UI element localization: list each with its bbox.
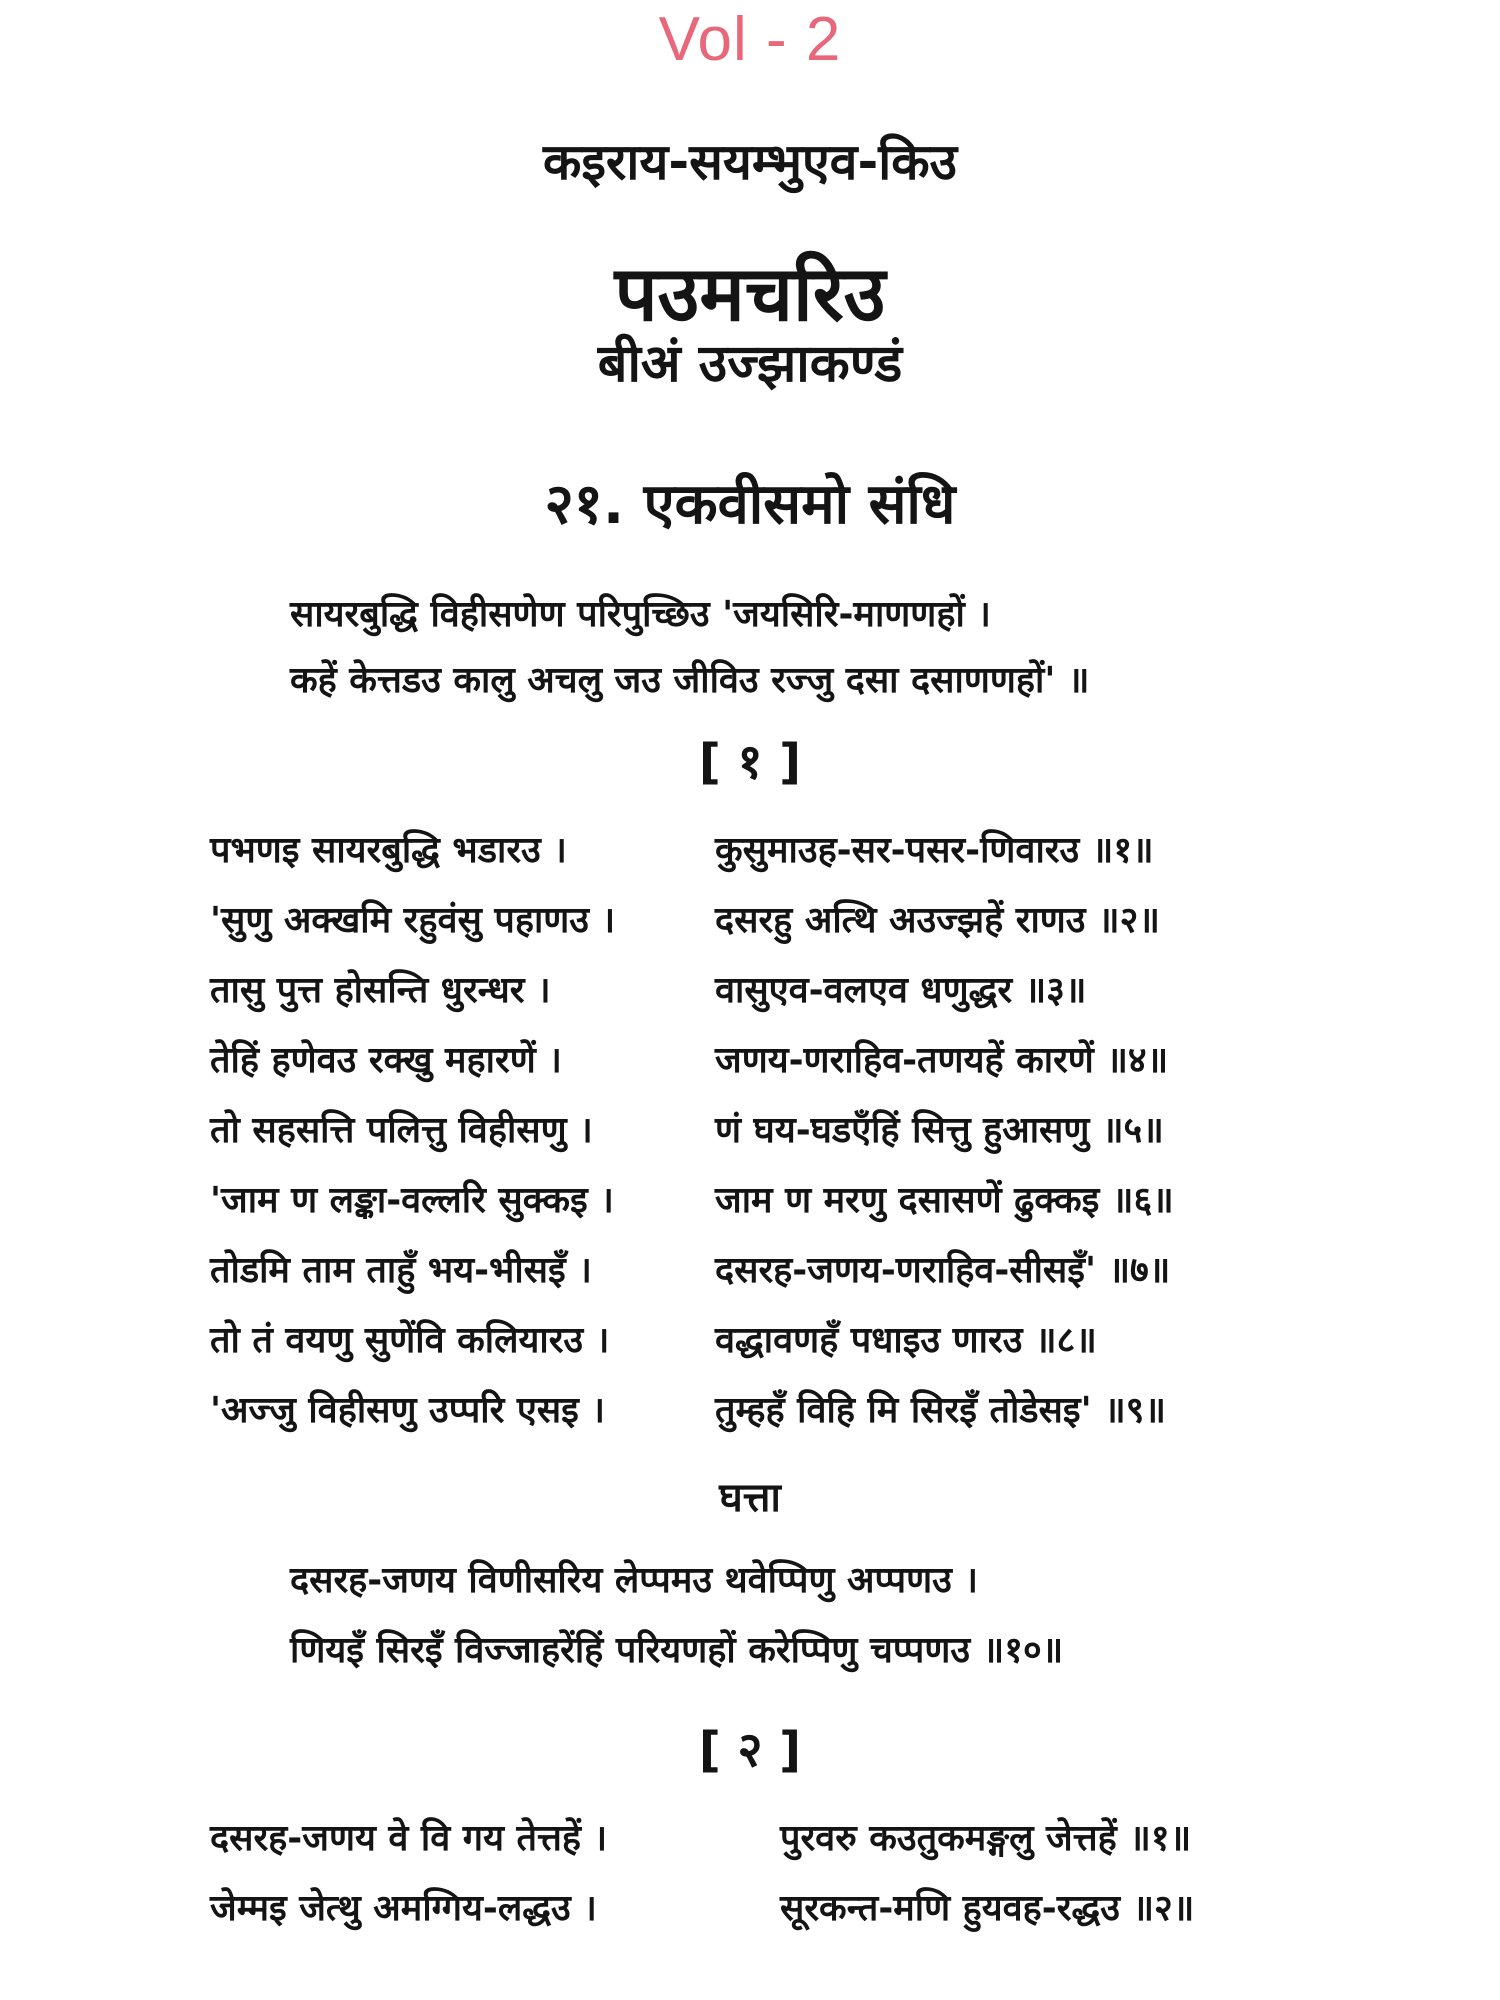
- author-line: कइराय-सयम्भुएव-किउ: [542, 133, 957, 191]
- verse-row: [210, 1026, 1350, 1096]
- verse-row: [210, 1804, 1350, 1874]
- ghatta-verses: [290, 1546, 1440, 1686]
- ghatta-label: घत्ता: [719, 1475, 781, 1521]
- verse-first-half: तोडमि ताम ताहुँ भय-भीसइँ ।: [210, 1250, 592, 1291]
- verse-row: [210, 1236, 1350, 1306]
- verse-row: [210, 1376, 1350, 1446]
- verse-second-half: णं घय-घडएँहिं सित्तु हुआसणु ॥५॥: [715, 1110, 1164, 1151]
- verse-second-half: जाम ण मरणु दसासणें ढुक्कइ ॥६॥: [715, 1180, 1174, 1221]
- intro-line: सायरबुद्धि विहीसणेण परिपुच्छिउ 'जयसिरि-माणणहों ।: [290, 594, 991, 635]
- verse-second-half: पुरवरु कउतुकमङ्गलु जेत्तहें ॥१॥: [780, 1818, 1192, 1859]
- verse-second-half: दसरहु अत्थि अउज्झहें राणउ ॥२॥: [715, 900, 1160, 941]
- kadavak-number: [ १ ]: [698, 734, 802, 790]
- intro-line: कहें केत्तडउ कालु अचलु जउ जीविउ रज्जु दसा दसाणणहों' ॥: [290, 660, 1090, 701]
- verse-row: [210, 1166, 1350, 1236]
- verse-second-half: दसरह-जणय-णराहिव-सीसइँ' ॥७॥: [715, 1250, 1171, 1291]
- kadavak-number: [ २ ]: [698, 1722, 802, 1778]
- verse-row: [210, 1306, 1350, 1376]
- verse-row: [210, 816, 1350, 886]
- kadavak-1-verses: [210, 816, 1350, 1446]
- verse-row: [210, 1874, 1350, 1944]
- sandhi-heading: २१. एकवीसमो संधि: [544, 472, 956, 537]
- verse-first-half: जेम्मइ जेत्थु अमग्गिय-लद्धउ ।: [210, 1888, 597, 1929]
- verse-second-half: सूरकन्त-मणि हुयवह-रद्धउ ॥२॥: [780, 1888, 1195, 1929]
- verse-row: [210, 1096, 1350, 1166]
- verse-first-half: तेहिं हणेवउ रक्खु महारणें ।: [210, 1040, 562, 1081]
- verse-first-half: पभणइ सायरबुद्धि भडारउ ।: [210, 830, 567, 871]
- verse-first-half: तासु पुत्त होसन्ति धुरन्धर ।: [210, 970, 551, 1011]
- verse-second-half: वद्धावणहँ पधाइउ णारउ ॥८॥: [715, 1320, 1097, 1361]
- verse-row: [210, 886, 1350, 956]
- ghatta-line: णियइँ सिरइँ विज्जाहरेंहिं परियणहों करेप्पिणु चप्पणउ ॥१०॥: [290, 1630, 1064, 1671]
- verse-first-half: 'जाम ण लङ्का-वल्लरि सुक्कइ ।: [210, 1180, 614, 1221]
- verse-second-half: तुम्हहँ विहि मि सिरइँ तोडेसइ' ॥९॥: [715, 1390, 1166, 1431]
- volume-label: Vol - 2: [658, 5, 842, 74]
- kanda-subtitle: बीअं उज्झाकण्डं: [597, 334, 903, 394]
- sandhi-intro: [290, 582, 1440, 714]
- verse-row: [210, 956, 1350, 1026]
- verse-first-half: तो तं वयणु सुणेंवि कलियारउ ।: [210, 1320, 610, 1361]
- verse-second-half: कुसुमाउह-सर-पसर-णिवारउ ॥१॥: [715, 830, 1154, 871]
- verse-second-half: वासुएव-वलएव धणुद्धर ॥३॥: [715, 970, 1087, 1011]
- verse-first-half: तो सहसत्ति पलित्तु विहीसणु ।: [210, 1110, 593, 1151]
- verse-first-half: 'सुणु अक्खमि रहुवंसु पहाणउ ।: [210, 900, 616, 941]
- verse-second-half: जणय-णराहिव-तणयहें कारणें ॥४॥: [715, 1040, 1169, 1081]
- ghatta-line: दसरह-जणय विणीसरिय लेप्पमउ थवेप्पिणु अप्पणउ ।: [290, 1560, 979, 1601]
- kadavak-2-verses: [210, 1804, 1350, 1944]
- book-title: पउमचरिउ: [614, 249, 886, 338]
- verse-first-half: दसरह-जणय वे वि गय तेत्तहें ।: [210, 1818, 608, 1859]
- verse-first-half: 'अज्जु विहीसणु उप्परि एसइ ।: [210, 1390, 605, 1431]
